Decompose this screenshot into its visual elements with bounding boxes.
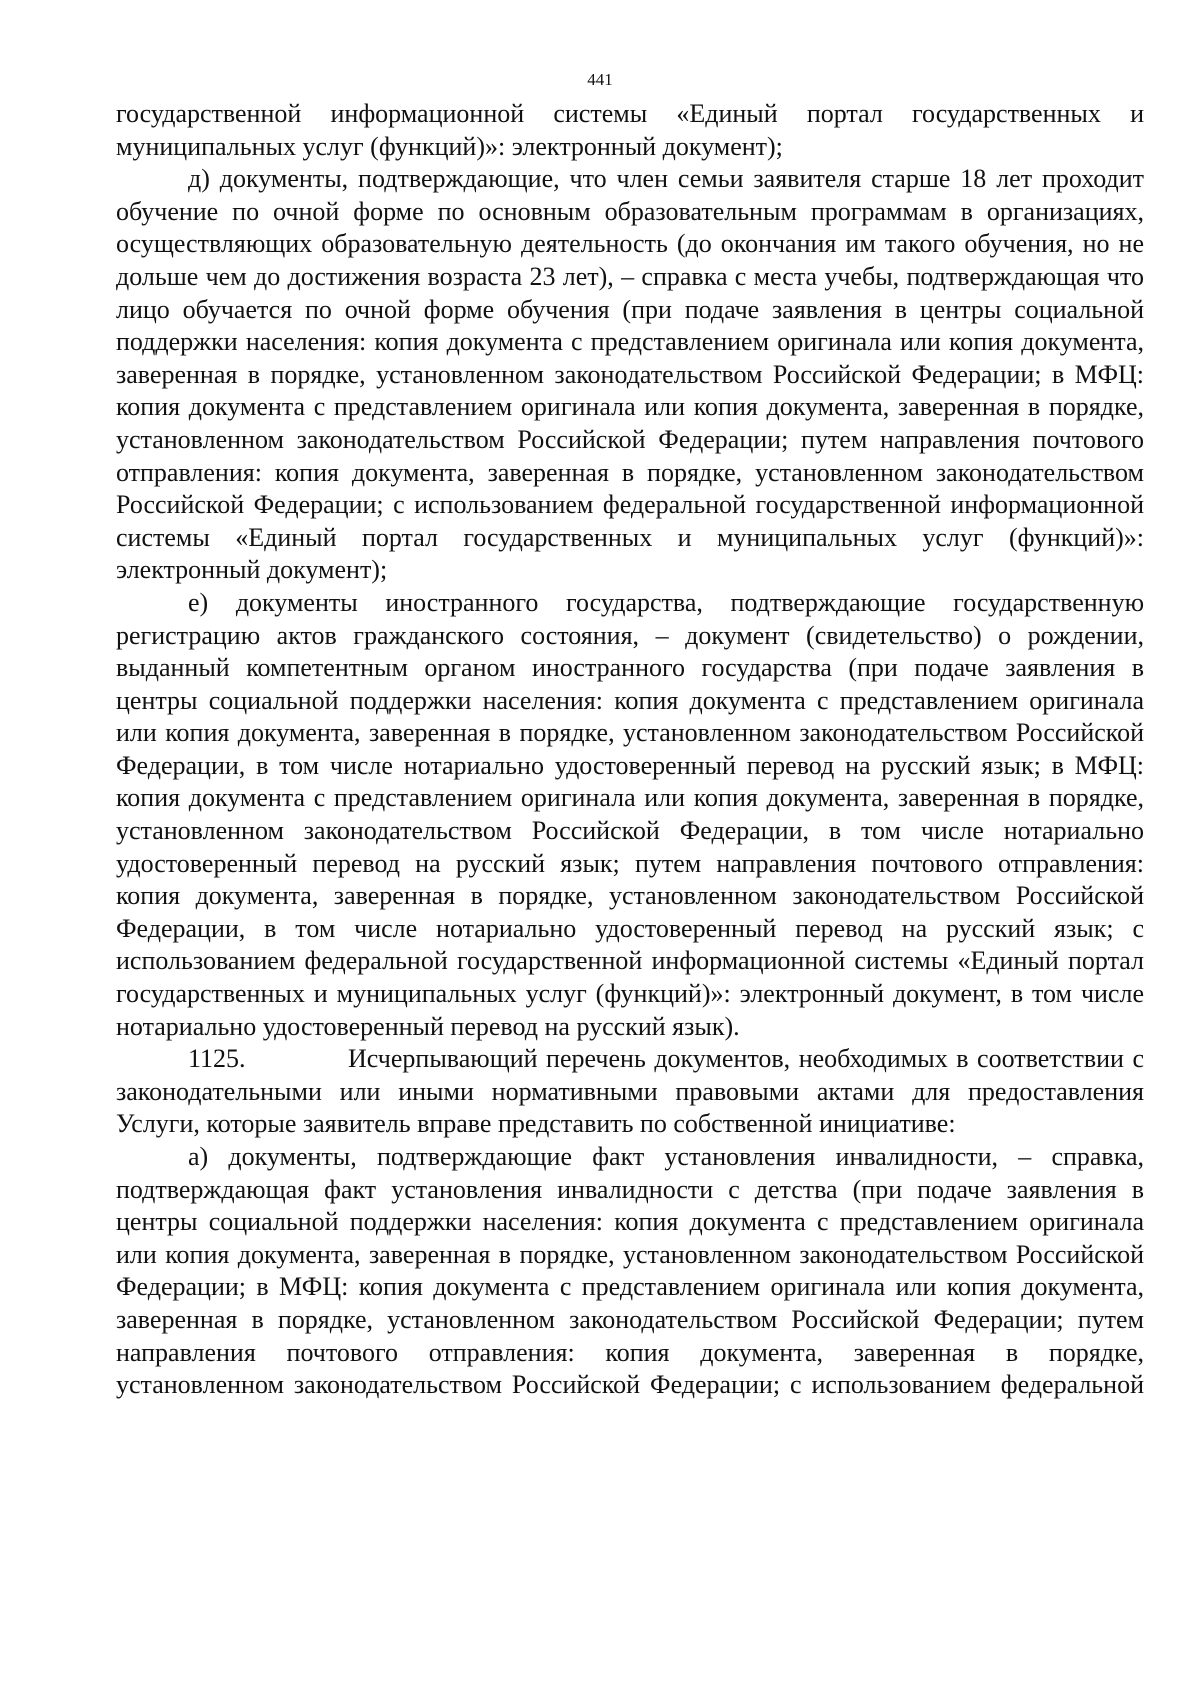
clause-text: Исчерпывающий перечень документов, необходимых в соответствии с законодательными или иными нормативными правовыми актами для предоставления Услуги, которые заявитель вправе представить по собственной инициативе: [116,1044,1144,1139]
document-body [116,98,1144,1402]
clause-number: 1125. [188,1044,246,1074]
paragraph-item-e: е) документы иностранного государства, подтверждающие государственную регистрацию актов гражданского состояния, – документ (свидетельство) о рождении, выданный компетентным органом иностранного государства (при подаче заявления в центры социальной поддержки населения: копия документа с представлением оригинала или копия документа, заверенная в порядке, установленном законодательством Российской Федерации, в том числе нотариально удостоверенный перевод на русский язык; в МФЦ: копия документа с представлением оригинала или копия документа, заверенная в порядке, установленном законодательством Российской Федерации, в том числе нотариально удостоверенный перевод на русский язык; путем направления почтового отправления: копия документа, заверенная в порядке, установленном законодательством Российской Федерации, в том числе нотариально удостоверенный перевод на русский язык; с использованием федеральной государственной информационной системы «Единый портал государственных и муниципальных услуг (функций)»: электронный документ, в том числе нотариально удостоверенный перевод на русский язык). [116,587,1144,1041]
page-number: 441 [587,70,613,89]
paragraph-item-a: а) документы, подтверждающие факт установления инвалидности, – справка, подтверждающая факт установления инвалидности с детства (при подаче заявления в центры социальной поддержки населения: копия документа с представлением оригинала или копия документа, заверенная в порядке, установленном законодательством Российской Федерации; в МФЦ: копия документа с представлением оригинала или копия документа, заверенная в порядке, установленном законодательством Российской Федерации; путем направления почтового отправления: копия документа, заверенная в порядке, установленном законодательством Российской Федерации; с использованием федеральной [116,1142,1144,1400]
paragraph-continuation: государственной информационной системы «Единый портал государственных и муниципальных услуг (функций)»: электронный документ); [116,99,1144,161]
clause-1125 [116,1043,1144,1141]
paragraph-item-d: д) документы, подтверждающие, что член семьи заявителя старше 18 лет проходит обучение по очной форме по основным образовательным программам в организациях, осуществляющих образовательную деятельность (до окончания им такого обучения, но не дольше чем до достижения возраста 23 лет), – справка с места учебы, подтверждающая что лицо обучается по очной форме обучения (при подаче заявления в центры социальной поддержки населения: копия документа с представлением оригинала или копия документа, заверенная в порядке, установленном законодательством Российской Федерации; в МФЦ: копия документа с представлением оригинала или копия документа, заверенная в порядке, установленном законодательством Российской Федерации; путем направления почтового отправления: копия документа, заверенная в порядке, установленном законодательством Российской Федерации; с использованием федеральной государственной информационной системы «Единый портал государственных и муниципальных услуг (функций)»: электронный документ); [116,164,1144,585]
